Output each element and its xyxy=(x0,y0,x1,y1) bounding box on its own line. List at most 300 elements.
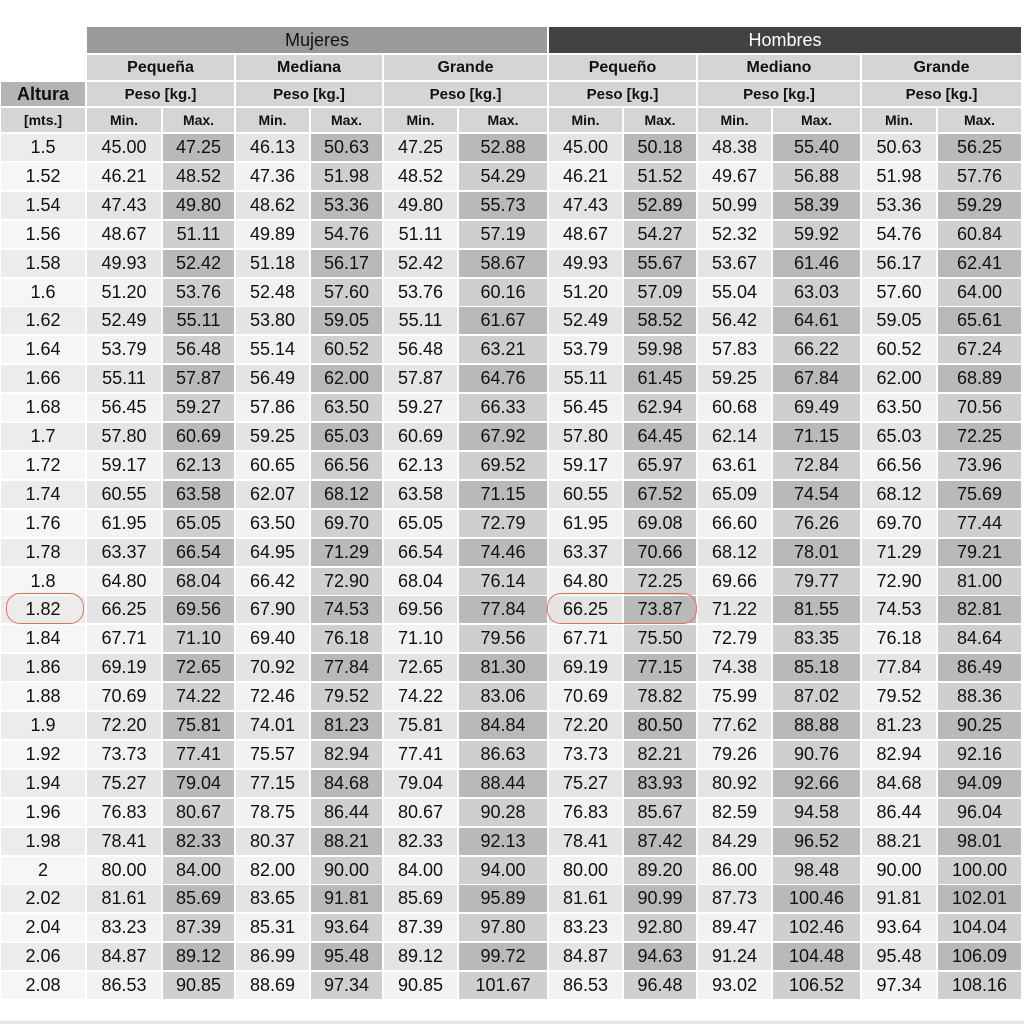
weight-min-cell: 60.65 xyxy=(236,452,309,479)
weight-max-cell: 59.27 xyxy=(163,394,234,421)
weight-min-cell: 63.50 xyxy=(236,510,309,537)
weight-min-cell: 57.86 xyxy=(236,394,309,421)
weight-max-cell: 79.77 xyxy=(773,568,860,595)
weight-max-cell: 68.04 xyxy=(163,568,234,595)
weight-min-cell: 46.13 xyxy=(236,134,309,161)
weight-max-cell: 64.45 xyxy=(624,423,696,450)
weight-min-cell: 51.20 xyxy=(87,279,161,306)
weight-max-cell: 75.81 xyxy=(163,712,234,739)
height-cell: 2.02 xyxy=(1,885,85,912)
height-cell: 1.92 xyxy=(1,741,85,768)
weight-min-cell: 60.68 xyxy=(698,394,771,421)
height-cell: 1.7 xyxy=(1,423,85,450)
height-cell: 1.98 xyxy=(1,828,85,855)
frame-header: Grande xyxy=(384,55,547,80)
weight-max-cell: 59.05 xyxy=(311,307,382,334)
units-header: [mts.] xyxy=(1,108,85,132)
weight-max-cell: 73.96 xyxy=(938,452,1021,479)
weight-min-cell: 93.02 xyxy=(698,972,771,999)
weight-min-cell: 65.05 xyxy=(384,510,457,537)
weight-min-cell: 74.22 xyxy=(384,683,457,710)
max-header: Max. xyxy=(459,108,547,132)
max-header: Max. xyxy=(773,108,860,132)
weight-min-cell: 52.49 xyxy=(87,307,161,334)
weight-max-cell: 56.48 xyxy=(163,336,234,363)
weight-max-cell: 100.00 xyxy=(938,857,1021,884)
weight-max-cell: 77.15 xyxy=(624,654,696,681)
weight-max-cell: 62.41 xyxy=(938,250,1021,277)
peso-header: Peso [kg.] xyxy=(384,82,547,106)
weight-max-cell: 50.18 xyxy=(624,134,696,161)
weight-min-cell: 45.00 xyxy=(87,134,161,161)
weight-max-cell: 90.76 xyxy=(773,741,860,768)
weight-min-cell: 91.24 xyxy=(698,943,771,970)
weight-max-cell: 51.98 xyxy=(311,163,382,190)
weight-min-cell: 84.68 xyxy=(862,770,936,797)
weight-min-cell: 49.80 xyxy=(384,192,457,219)
weight-max-cell: 76.18 xyxy=(311,625,382,652)
weight-min-cell: 75.27 xyxy=(549,770,622,797)
weight-min-cell: 57.83 xyxy=(698,336,771,363)
weight-max-cell: 58.67 xyxy=(459,250,547,277)
weight-max-cell: 83.06 xyxy=(459,683,547,710)
weight-max-cell: 83.35 xyxy=(773,625,860,652)
weight-max-cell: 58.39 xyxy=(773,192,860,219)
weight-max-cell: 69.70 xyxy=(311,510,382,537)
weight-max-cell: 90.00 xyxy=(311,857,382,884)
weight-min-cell: 56.17 xyxy=(862,250,936,277)
height-cell: 1.88 xyxy=(1,683,85,710)
weight-max-cell: 92.66 xyxy=(773,770,860,797)
weight-min-cell: 65.03 xyxy=(862,423,936,450)
weight-min-cell: 45.00 xyxy=(549,134,622,161)
weight-min-cell: 82.00 xyxy=(236,857,309,884)
weight-max-cell: 54.27 xyxy=(624,221,696,248)
weight-max-cell: 93.64 xyxy=(311,914,382,941)
weight-min-cell: 62.07 xyxy=(236,481,309,508)
weight-min-cell: 77.41 xyxy=(384,741,457,768)
weight-min-cell: 56.45 xyxy=(87,394,161,421)
weight-max-cell: 106.52 xyxy=(773,972,860,999)
weight-max-cell: 102.46 xyxy=(773,914,860,941)
peso-header: Peso [kg.] xyxy=(862,82,1021,106)
weight-min-cell: 59.27 xyxy=(384,394,457,421)
weight-max-cell: 57.60 xyxy=(311,279,382,306)
weight-max-cell: 65.97 xyxy=(624,452,696,479)
weight-max-cell: 66.54 xyxy=(163,539,234,566)
height-cell: 2.06 xyxy=(1,943,85,970)
weight-min-cell: 53.79 xyxy=(549,336,622,363)
weight-min-cell: 97.34 xyxy=(862,972,936,999)
weight-min-cell: 57.87 xyxy=(384,365,457,392)
weight-min-cell: 80.37 xyxy=(236,828,309,855)
weight-min-cell: 75.27 xyxy=(87,770,161,797)
weight-max-cell: 69.49 xyxy=(773,394,860,421)
height-cell: 1.62 xyxy=(1,307,85,334)
weight-min-cell: 86.53 xyxy=(87,972,161,999)
weight-max-cell: 89.20 xyxy=(624,857,696,884)
weight-min-cell: 83.65 xyxy=(236,885,309,912)
weight-max-cell: 84.68 xyxy=(311,770,382,797)
peso-header: Peso [kg.] xyxy=(87,82,234,106)
weight-max-cell: 74.53 xyxy=(311,596,382,623)
weight-min-cell: 53.79 xyxy=(87,336,161,363)
weight-min-cell: 67.71 xyxy=(549,625,622,652)
weight-max-cell: 58.52 xyxy=(624,307,696,334)
weight-max-cell: 94.58 xyxy=(773,799,860,826)
weight-min-cell: 61.95 xyxy=(549,510,622,537)
weight-max-cell: 92.13 xyxy=(459,828,547,855)
weight-min-cell: 47.43 xyxy=(549,192,622,219)
height-cell: 1.96 xyxy=(1,799,85,826)
weight-max-cell: 69.56 xyxy=(163,596,234,623)
weight-min-cell: 81.23 xyxy=(862,712,936,739)
frame-header: Pequeña xyxy=(87,55,234,80)
weight-min-cell: 60.69 xyxy=(384,423,457,450)
weight-min-cell: 69.19 xyxy=(87,654,161,681)
weight-max-cell: 102.01 xyxy=(938,885,1021,912)
height-cell: 1.74 xyxy=(1,481,85,508)
weight-min-cell: 63.37 xyxy=(549,539,622,566)
weight-max-cell: 55.11 xyxy=(163,307,234,334)
weight-max-cell: 104.48 xyxy=(773,943,860,970)
weight-max-cell: 101.67 xyxy=(459,972,547,999)
weight-min-cell: 84.87 xyxy=(87,943,161,970)
weight-max-cell: 54.29 xyxy=(459,163,547,190)
weight-max-cell: 72.25 xyxy=(624,568,696,595)
weight-max-cell: 91.81 xyxy=(311,885,382,912)
weight-min-cell: 72.90 xyxy=(862,568,936,595)
weight-min-cell: 48.38 xyxy=(698,134,771,161)
weight-min-cell: 88.21 xyxy=(862,828,936,855)
weight-min-cell: 51.20 xyxy=(549,279,622,306)
weight-min-cell: 51.11 xyxy=(384,221,457,248)
weight-max-cell: 89.12 xyxy=(163,943,234,970)
weight-min-cell: 84.87 xyxy=(549,943,622,970)
max-header: Max. xyxy=(311,108,382,132)
weight-min-cell: 66.25 xyxy=(87,596,161,623)
weight-min-cell: 66.25 xyxy=(549,596,622,623)
min-header: Min. xyxy=(698,108,771,132)
weight-max-cell: 96.04 xyxy=(938,799,1021,826)
weight-min-cell: 53.76 xyxy=(384,279,457,306)
max-header: Max. xyxy=(624,108,696,132)
weight-max-cell: 79.04 xyxy=(163,770,234,797)
max-header: Max. xyxy=(938,108,1021,132)
weight-max-cell: 60.84 xyxy=(938,221,1021,248)
weight-max-cell: 104.04 xyxy=(938,914,1021,941)
weight-max-cell: 108.16 xyxy=(938,972,1021,999)
weight-min-cell: 90.85 xyxy=(384,972,457,999)
weight-min-cell: 78.75 xyxy=(236,799,309,826)
weight-min-cell: 68.12 xyxy=(862,481,936,508)
weight-max-cell: 64.00 xyxy=(938,279,1021,306)
weight-min-cell: 76.83 xyxy=(87,799,161,826)
weight-max-cell: 79.52 xyxy=(311,683,382,710)
weight-max-cell: 63.03 xyxy=(773,279,860,306)
weight-max-cell: 96.52 xyxy=(773,828,860,855)
weight-max-cell: 80.50 xyxy=(624,712,696,739)
weight-max-cell: 82.21 xyxy=(624,741,696,768)
weight-min-cell: 49.93 xyxy=(549,250,622,277)
max-header: Max. xyxy=(163,108,234,132)
weight-min-cell: 87.39 xyxy=(384,914,457,941)
weight-min-cell: 57.60 xyxy=(862,279,936,306)
weight-min-cell: 62.14 xyxy=(698,423,771,450)
weight-max-cell: 70.56 xyxy=(938,394,1021,421)
weight-max-cell: 69.52 xyxy=(459,452,547,479)
weight-max-cell: 66.22 xyxy=(773,336,860,363)
weight-min-cell: 74.01 xyxy=(236,712,309,739)
weight-min-cell: 55.11 xyxy=(384,307,457,334)
weight-min-cell: 90.00 xyxy=(862,857,936,884)
weight-max-cell: 64.61 xyxy=(773,307,860,334)
weight-max-cell: 81.00 xyxy=(938,568,1021,595)
weight-min-cell: 67.71 xyxy=(87,625,161,652)
weight-min-cell: 87.73 xyxy=(698,885,771,912)
weight-max-cell: 97.80 xyxy=(459,914,547,941)
weight-min-cell: 86.53 xyxy=(549,972,622,999)
weight-max-cell: 67.84 xyxy=(773,365,860,392)
weight-max-cell: 77.44 xyxy=(938,510,1021,537)
weight-max-cell: 52.42 xyxy=(163,250,234,277)
weight-max-cell: 50.63 xyxy=(311,134,382,161)
height-cell: 1.58 xyxy=(1,250,85,277)
weight-min-cell: 53.67 xyxy=(698,250,771,277)
weight-max-cell: 61.67 xyxy=(459,307,547,334)
weight-max-cell: 81.23 xyxy=(311,712,382,739)
weight-max-cell: 98.48 xyxy=(773,857,860,884)
weight-max-cell: 52.88 xyxy=(459,134,547,161)
weight-min-cell: 66.54 xyxy=(384,539,457,566)
weight-max-cell: 63.58 xyxy=(163,481,234,508)
weight-min-cell: 66.42 xyxy=(236,568,309,595)
weight-min-cell: 61.95 xyxy=(87,510,161,537)
weight-min-cell: 70.69 xyxy=(549,683,622,710)
height-cell: 2.04 xyxy=(1,914,85,941)
weight-min-cell: 95.48 xyxy=(862,943,936,970)
weight-max-cell: 76.26 xyxy=(773,510,860,537)
min-header: Min. xyxy=(549,108,622,132)
height-cell: 2 xyxy=(1,857,85,884)
weight-min-cell: 55.11 xyxy=(549,365,622,392)
weight-max-cell: 87.39 xyxy=(163,914,234,941)
height-cell: 2.08 xyxy=(1,972,85,999)
weight-min-cell: 75.81 xyxy=(384,712,457,739)
weight-min-cell: 47.43 xyxy=(87,192,161,219)
weight-max-cell: 94.00 xyxy=(459,857,547,884)
height-cell: 1.82 xyxy=(1,596,85,623)
weight-max-cell: 82.81 xyxy=(938,596,1021,623)
weight-max-cell: 87.42 xyxy=(624,828,696,855)
weight-min-cell: 55.14 xyxy=(236,336,309,363)
height-cell: 1.5 xyxy=(1,134,85,161)
weight-max-cell: 84.84 xyxy=(459,712,547,739)
weight-min-cell: 78.41 xyxy=(549,828,622,855)
weight-max-cell: 59.98 xyxy=(624,336,696,363)
weight-max-cell: 68.12 xyxy=(311,481,382,508)
weight-min-cell: 69.56 xyxy=(384,596,457,623)
min-header: Min. xyxy=(236,108,309,132)
weight-min-cell: 84.29 xyxy=(698,828,771,855)
weight-max-cell: 85.18 xyxy=(773,654,860,681)
weight-min-cell: 71.10 xyxy=(384,625,457,652)
weight-max-cell: 66.33 xyxy=(459,394,547,421)
weight-max-cell: 48.52 xyxy=(163,163,234,190)
weight-min-cell: 74.38 xyxy=(698,654,771,681)
weight-min-cell: 79.26 xyxy=(698,741,771,768)
weight-max-cell: 90.28 xyxy=(459,799,547,826)
weight-max-cell: 74.22 xyxy=(163,683,234,710)
frame-header: Mediana xyxy=(236,55,382,80)
weight-min-cell: 71.29 xyxy=(862,539,936,566)
weight-max-cell: 99.72 xyxy=(459,943,547,970)
weight-max-cell: 100.46 xyxy=(773,885,860,912)
weight-min-cell: 70.69 xyxy=(87,683,161,710)
weight-min-cell: 62.13 xyxy=(384,452,457,479)
weight-min-cell: 88.69 xyxy=(236,972,309,999)
weight-max-cell: 88.21 xyxy=(311,828,382,855)
weight-max-cell: 81.30 xyxy=(459,654,547,681)
weight-min-cell: 81.61 xyxy=(87,885,161,912)
weight-max-cell: 51.52 xyxy=(624,163,696,190)
weight-max-cell: 94.09 xyxy=(938,770,1021,797)
weight-min-cell: 69.40 xyxy=(236,625,309,652)
weight-min-cell: 75.57 xyxy=(236,741,309,768)
height-cell: 1.76 xyxy=(1,510,85,537)
weight-max-cell: 86.49 xyxy=(938,654,1021,681)
weight-min-cell: 56.48 xyxy=(384,336,457,363)
weight-min-cell: 48.67 xyxy=(549,221,622,248)
weight-max-cell: 65.03 xyxy=(311,423,382,450)
weight-min-cell: 63.58 xyxy=(384,481,457,508)
group-header-hombres: Hombres xyxy=(549,27,1021,53)
height-cell: 1.66 xyxy=(1,365,85,392)
weight-max-cell: 97.34 xyxy=(311,972,382,999)
weight-min-cell: 83.23 xyxy=(87,914,161,941)
weight-min-cell: 59.25 xyxy=(236,423,309,450)
weight-max-cell: 80.67 xyxy=(163,799,234,826)
weight-max-cell: 90.99 xyxy=(624,885,696,912)
weight-min-cell: 53.36 xyxy=(862,192,936,219)
weight-min-cell: 86.44 xyxy=(862,799,936,826)
weight-max-cell: 86.63 xyxy=(459,741,547,768)
weight-min-cell: 69.66 xyxy=(698,568,771,595)
peso-header: Peso [kg.] xyxy=(549,82,696,106)
weight-min-cell: 63.61 xyxy=(698,452,771,479)
height-cell: 1.94 xyxy=(1,770,85,797)
height-cell: 1.72 xyxy=(1,452,85,479)
weight-min-cell: 64.80 xyxy=(87,568,161,595)
weight-min-cell: 56.45 xyxy=(549,394,622,421)
weight-min-cell: 46.21 xyxy=(87,163,161,190)
weight-max-cell: 77.41 xyxy=(163,741,234,768)
weight-max-cell: 71.15 xyxy=(459,481,547,508)
weight-max-cell: 55.40 xyxy=(773,134,860,161)
weight-max-cell: 64.76 xyxy=(459,365,547,392)
weight-max-cell: 79.56 xyxy=(459,625,547,652)
weight-min-cell: 80.00 xyxy=(87,857,161,884)
weight-max-cell: 87.02 xyxy=(773,683,860,710)
weight-min-cell: 68.04 xyxy=(384,568,457,595)
weight-max-cell: 67.24 xyxy=(938,336,1021,363)
weight-min-cell: 72.65 xyxy=(384,654,457,681)
weight-max-cell: 98.01 xyxy=(938,828,1021,855)
weight-min-cell: 59.17 xyxy=(87,452,161,479)
height-cell: 1.54 xyxy=(1,192,85,219)
frame-header: Grande xyxy=(862,55,1021,80)
weight-max-cell: 71.10 xyxy=(163,625,234,652)
min-header: Min. xyxy=(87,108,161,132)
weight-min-cell: 49.67 xyxy=(698,163,771,190)
weight-min-cell: 60.55 xyxy=(87,481,161,508)
weight-max-cell: 60.16 xyxy=(459,279,547,306)
weight-min-cell: 65.09 xyxy=(698,481,771,508)
weight-max-cell: 57.87 xyxy=(163,365,234,392)
height-cell: 1.56 xyxy=(1,221,85,248)
weight-min-cell: 73.73 xyxy=(87,741,161,768)
weight-max-cell: 85.69 xyxy=(163,885,234,912)
weight-min-cell: 55.11 xyxy=(87,365,161,392)
weight-max-cell: 81.55 xyxy=(773,596,860,623)
peso-header: Peso [kg.] xyxy=(236,82,382,106)
weight-max-cell: 88.36 xyxy=(938,683,1021,710)
weight-max-cell: 79.21 xyxy=(938,539,1021,566)
weight-min-cell: 62.00 xyxy=(862,365,936,392)
weight-min-cell: 57.80 xyxy=(549,423,622,450)
weight-min-cell: 64.95 xyxy=(236,539,309,566)
weight-min-cell: 80.00 xyxy=(549,857,622,884)
height-cell: 1.84 xyxy=(1,625,85,652)
weight-min-cell: 56.49 xyxy=(236,365,309,392)
weight-min-cell: 82.33 xyxy=(384,828,457,855)
weight-min-cell: 54.76 xyxy=(862,221,936,248)
weight-max-cell: 61.45 xyxy=(624,365,696,392)
weight-min-cell: 84.00 xyxy=(384,857,457,884)
weight-min-cell: 59.05 xyxy=(862,307,936,334)
weight-max-cell: 65.05 xyxy=(163,510,234,537)
weight-max-cell: 90.85 xyxy=(163,972,234,999)
weight-min-cell: 69.19 xyxy=(549,654,622,681)
weight-max-cell: 75.50 xyxy=(624,625,696,652)
weight-min-cell: 72.20 xyxy=(87,712,161,739)
weight-max-cell: 66.56 xyxy=(311,452,382,479)
weight-max-cell: 68.89 xyxy=(938,365,1021,392)
weight-max-cell: 74.46 xyxy=(459,539,547,566)
weight-max-cell: 51.11 xyxy=(163,221,234,248)
weight-max-cell: 82.33 xyxy=(163,828,234,855)
weight-max-cell: 95.48 xyxy=(311,943,382,970)
weight-min-cell: 91.81 xyxy=(862,885,936,912)
weight-max-cell: 76.14 xyxy=(459,568,547,595)
weight-min-cell: 49.93 xyxy=(87,250,161,277)
weight-min-cell: 72.20 xyxy=(549,712,622,739)
weight-max-cell: 49.80 xyxy=(163,192,234,219)
weight-min-cell: 68.12 xyxy=(698,539,771,566)
height-cell: 1.64 xyxy=(1,336,85,363)
weight-min-cell: 77.84 xyxy=(862,654,936,681)
weight-min-cell: 72.79 xyxy=(698,625,771,652)
weight-max-cell: 83.93 xyxy=(624,770,696,797)
weight-max-cell: 94.63 xyxy=(624,943,696,970)
weight-max-cell: 90.25 xyxy=(938,712,1021,739)
weight-max-cell: 59.92 xyxy=(773,221,860,248)
weight-min-cell: 63.37 xyxy=(87,539,161,566)
min-header: Min. xyxy=(384,108,457,132)
weight-max-cell: 88.88 xyxy=(773,712,860,739)
weight-max-cell: 69.08 xyxy=(624,510,696,537)
weight-max-cell: 78.82 xyxy=(624,683,696,710)
